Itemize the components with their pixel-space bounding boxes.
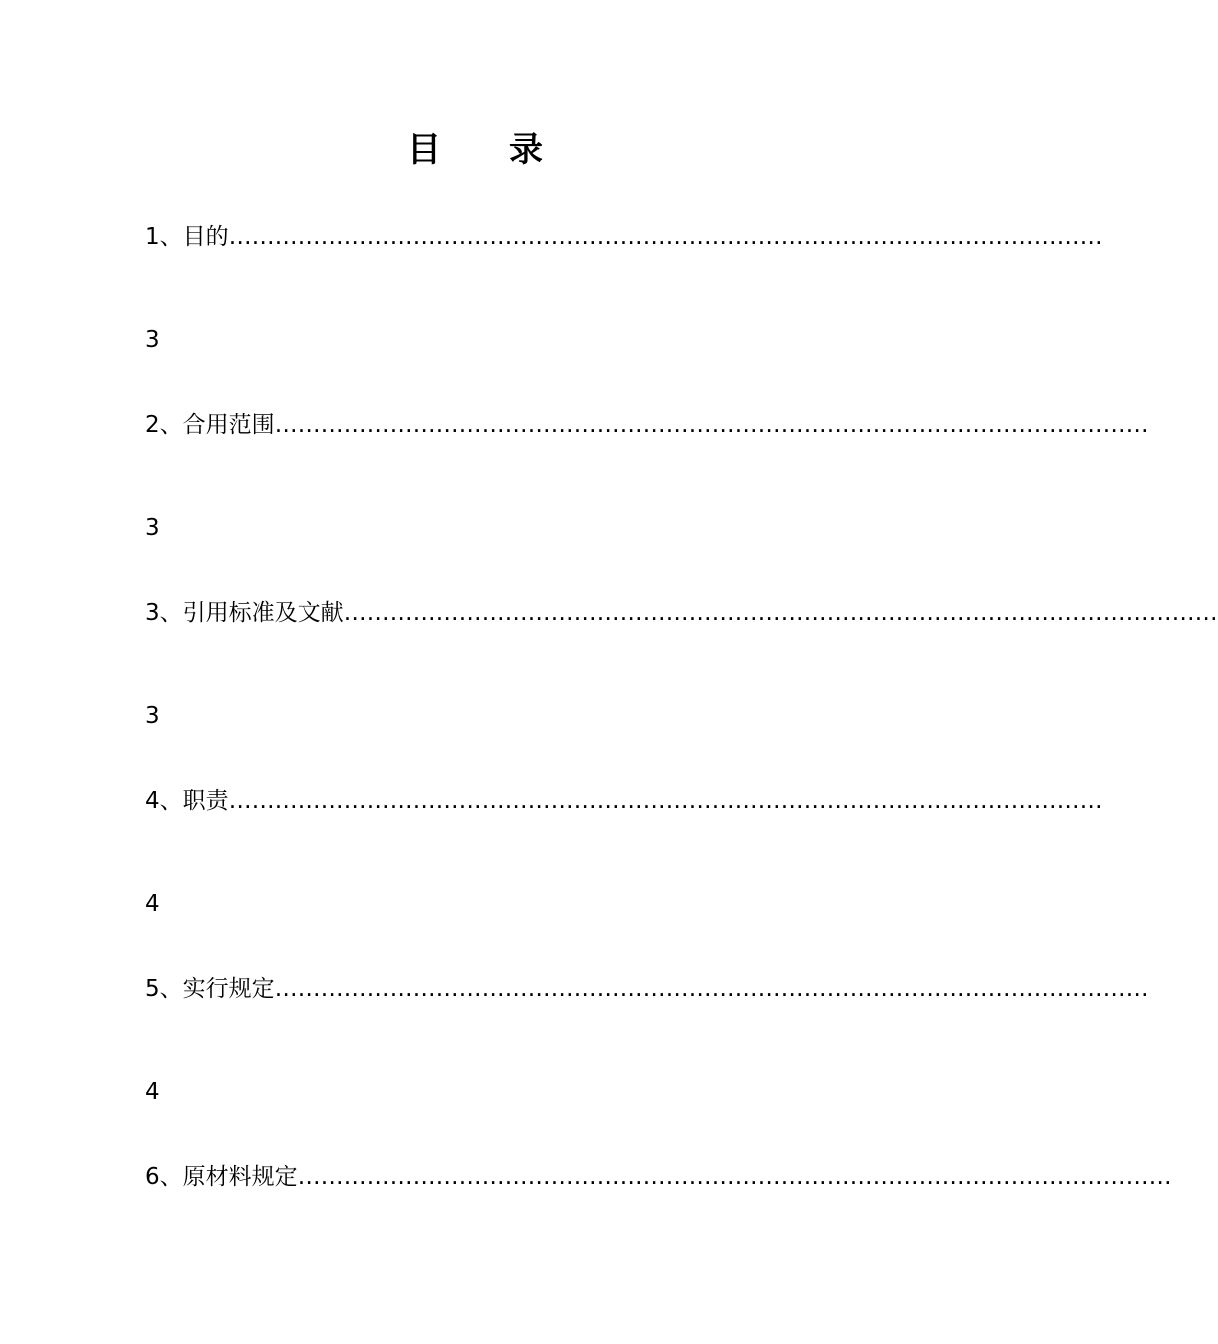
toc-dot-leader: …………………………………………………………………………………………………… (274, 412, 1149, 438)
toc-entry (145, 1160, 1172, 1194)
toc-page-number: 3 (145, 703, 160, 729)
toc-entry-label: 6、原材料规定 (145, 1164, 298, 1190)
toc-entry-label: 5、实行规定 (145, 976, 275, 1002)
toc-page-number: 3 (145, 327, 160, 353)
toc-title: 目 录 (407, 130, 543, 170)
toc-line (145, 220, 1103, 254)
toc-dot-leader: …………………………………………………………………………………………………… (228, 224, 1103, 250)
toc-dot-leader: …………………………………………………………………………………………………… (343, 600, 1218, 626)
toc-entry-label: 2、合用范围 (145, 412, 275, 438)
toc-line (145, 596, 1218, 630)
toc-entry-label: 1、目的 (145, 224, 229, 250)
toc-entry (145, 596, 1218, 729)
toc-entry (145, 408, 1149, 541)
toc-entry (145, 220, 1103, 353)
toc-dot-leader: …………………………………………………………………………………………………… (297, 1164, 1172, 1190)
toc-line (145, 408, 1149, 442)
toc-line (145, 784, 1103, 818)
toc-entry-label: 4、职责 (145, 788, 229, 814)
toc-dot-leader: …………………………………………………………………………………………………… (274, 976, 1149, 1002)
toc-page-number: 4 (145, 1079, 160, 1105)
toc-page-number: 3 (145, 515, 160, 541)
toc-dot-leader: …………………………………………………………………………………………………… (228, 788, 1103, 814)
toc-entry (145, 784, 1103, 917)
toc-entry (145, 972, 1149, 1105)
toc-entry-label: 3、引用标准及文献 (145, 600, 344, 626)
toc-page-number: 4 (145, 891, 160, 917)
toc-line (145, 972, 1149, 1006)
toc-line (145, 1160, 1172, 1194)
